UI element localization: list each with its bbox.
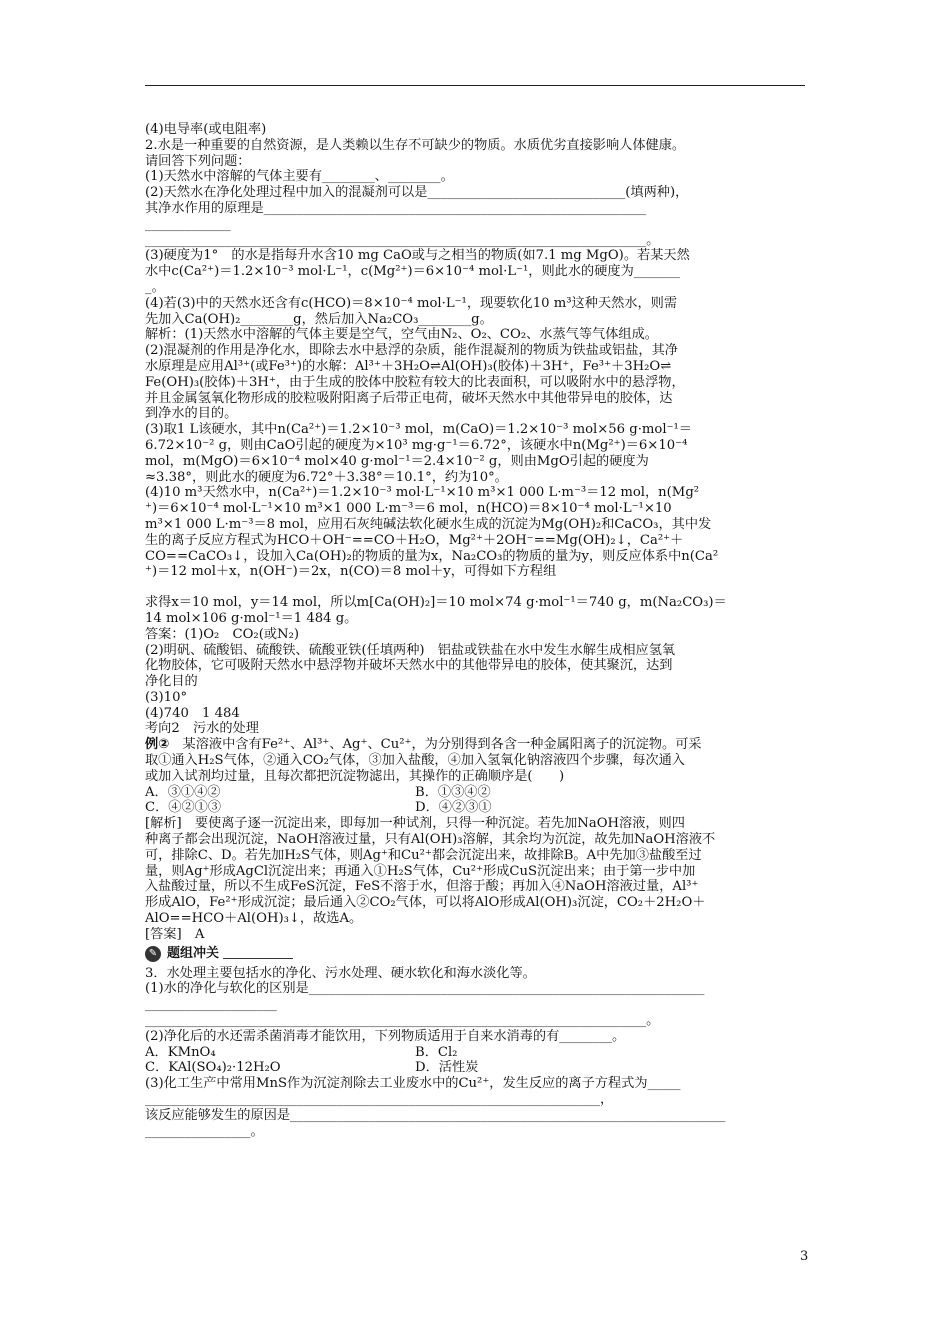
text-line: CO==CaCO₃↓，设加入Ca(OH)₂的物质的量为x，Na₂CO₃的物质的量为y，则反应体系中n(Ca² bbox=[145, 548, 719, 564]
question-line: (1)水的净化与软化的区别是____________________________________________________________ bbox=[145, 981, 705, 997]
text-line: _____________ bbox=[145, 216, 231, 232]
text-line: 水原理是应用Al³⁺(或Fe³⁺)的水解：Al³⁺＋3H₂O⇌Al(OH)₃(胶体)＋3H⁺，Fe³⁺＋3H₂O⇌ bbox=[145, 358, 672, 374]
banner-rule bbox=[223, 958, 293, 959]
section-banner bbox=[145, 944, 807, 964]
text-line: Fe(OH)₃(胶体)＋3H⁺，由于生成的胶体中胶粒有较大的比表面积，可以吸附水中的悬浮物， bbox=[145, 374, 685, 390]
analysis-line: 入盐酸过量，所以不生成FeS沉淀，FeS不溶于水，但溶于酸；再加入④NaOH溶液过量，Al³⁺ bbox=[145, 879, 699, 895]
question-line: ____________________ bbox=[145, 997, 277, 1013]
text-line: 2.水是一种重要的自然资源，是人类赖以生存不可缺少的物质。水质优劣直接影响人体健康。 bbox=[145, 137, 686, 153]
text-line: 请回答下列问题： bbox=[145, 153, 251, 169]
text-line: (3)硬度为1° 的水是指每升水含10 mg CaO或与之相当的物质(如7.1 mg MgO)。若某天然 bbox=[145, 248, 690, 264]
option-row bbox=[145, 1060, 807, 1076]
text-line: 先加入Ca(OH)₂________g，然后加入Na₂CO₃________g。 bbox=[145, 311, 493, 327]
example-line: 取①通入H₂S气体，②通入CO₂气体，③加入盐酸，④加入氢氧化钠溶液四个步骤，每次通入 bbox=[145, 753, 685, 769]
question-line: (2)净化后的水还需杀菌消毒才能饮用，下列物质适用于自来水消毒的有________。 bbox=[145, 1028, 626, 1044]
text-line: (3)10° bbox=[145, 689, 188, 705]
section-heading: 考向2 污水的处理 bbox=[145, 721, 259, 737]
text-line: 到净水的目的。 bbox=[145, 406, 238, 422]
section-label: 题组冲关 bbox=[167, 945, 220, 961]
text-line: _。 bbox=[145, 279, 165, 295]
text-line: 并且金属氢氧化物形成的胶粒吸附阳离子后带正电荷，破坏天然水中其他带异电的胶体，达 bbox=[145, 390, 673, 406]
option-a: A．③①④② bbox=[145, 784, 221, 800]
example-line: 例② 某溶液中含有Fe²⁺、Al³⁺、Ag⁺、Cu²⁺，为分别得到各含一种金属阳离子的沉淀物。可采 bbox=[145, 737, 702, 753]
question-line: _____________________________________________________________________， bbox=[145, 1092, 614, 1108]
answer-line: [答案] A bbox=[145, 926, 205, 942]
text-line: 14 mol×106 g·mol⁻¹＝1 484 g。 bbox=[145, 610, 358, 626]
text-line: 净化目的 bbox=[145, 674, 198, 690]
text-line: 化物胶体，它可吸附天然水中悬浮物并破坏天然水中的其他带异电的胶体，使其聚沉，达到 bbox=[145, 658, 673, 674]
text-line: (2)明矾、硫酸铝、硫酸铁、硫酸亚铁(任填两种) 铝盐或铁盐在水中发生水解生成相应氢氧 bbox=[145, 642, 676, 658]
text-line: 生的离子反应方程式为HCO＋OH⁻==CO＋H₂O，Mg²⁺＋2OH⁻==Mg(OH)₂↓，Ca²⁺＋ bbox=[145, 532, 684, 548]
pencil-icon: ✎ bbox=[145, 946, 161, 962]
example-line: 或加入试剂均过量，且每次都把沉淀物滤出，其操作的正确顺序是( ) bbox=[145, 768, 565, 784]
equation-gap bbox=[145, 580, 807, 595]
option-row bbox=[145, 1045, 807, 1061]
text-line: 水中c(Ca²⁺)＝1.2×10⁻³ mol·L⁻¹，c(Mg²⁺)＝6×10⁻⁴ mol·L⁻¹，则此水的硬度为_______ bbox=[145, 264, 680, 280]
option-d: D．活性炭 bbox=[415, 1060, 479, 1076]
option-row bbox=[145, 800, 807, 816]
page-content bbox=[145, 122, 807, 1139]
page-number: 3 bbox=[800, 1249, 809, 1264]
text-line: (4)740 1 484 bbox=[145, 705, 240, 721]
question-line: ____________________________________________________________________________。 bbox=[145, 1013, 660, 1029]
text-line: mol，m(MgO)＝6×10⁻⁴ mol×40 g·mol⁻¹＝2.4×10⁻² g，则由MgO引起的硬度为 bbox=[145, 453, 649, 469]
text-line: (2)天然水在净化处理过程中加入的混凝剂可以是______________________________(填两种)， bbox=[145, 185, 689, 201]
text-line: ≈3.38°，则此水的硬度为6.72°＋3.38°＝10.1°，约为10°。 bbox=[145, 469, 508, 485]
text-line: (4)10 m³天然水中，n(Ca²⁺)＝1.2×10⁻³ mol·L⁻¹×10 m³×1 000 L·m⁻³＝12 mol，n(Mg² bbox=[145, 485, 700, 501]
analysis-line: 种离子都会出现沉淀，NaOH溶液过量，只有Al(OH)₃溶解，其余均为沉淀，故先加NaOH溶液不 bbox=[145, 832, 716, 848]
question-line: ________________。 bbox=[145, 1123, 264, 1139]
option-b: B．Cl₂ bbox=[415, 1044, 458, 1060]
option-c: C．KAl(SO₄)₂·12H₂O bbox=[145, 1060, 281, 1076]
analysis-line: AlO==HCO＋Al(OH)₃↓，故选A。 bbox=[145, 911, 363, 927]
question-line: 3．水处理主要包括水的净化、污水处理、硬水软化和海水淡化等。 bbox=[145, 965, 536, 981]
text-line: (4)电导率(或电阻率) bbox=[145, 122, 267, 137]
text-line: 解析：(1)天然水中溶解的气体主要是空气，空气由N₂、O₂、CO₂、水蒸气等气体组成。 bbox=[145, 327, 658, 343]
text-line: (3)取1 L该硬水，其中n(Ca²⁺)＝1.2×10⁻³ mol，m(CaO)＝1.2×10⁻³ mol×56 g·mol⁻¹＝ bbox=[145, 422, 692, 438]
analysis-line: 可，排除C、D。若先加H₂S气体，则Ag⁺和Cu²⁺都会沉淀出来，故排除B。A中先加③盐酸至过 bbox=[145, 847, 702, 863]
option-row bbox=[145, 785, 807, 801]
question-line: 该反应能够发生的原因是__________________________________________________________________ bbox=[145, 1107, 726, 1123]
text-line: (4)若(3)中的天然水还含有c(HCO)＝8×10⁻⁴ mol·L⁻¹，现要软化10 m³这种天然水，则需 bbox=[145, 295, 678, 311]
text-line: ⁺)＝12 mol＋x，n(OH⁻)＝2x，n(CO)＝8 mol＋y，可得如下方程组 bbox=[145, 564, 557, 580]
text-line: (1)天然水中溶解的气体主要有________、________。 bbox=[145, 169, 454, 185]
question-line: (3)化工生产中常用MnS作为沉淀剂除去工业废水中的Cu²⁺，发生反应的离子方程式为_____ bbox=[145, 1076, 681, 1092]
analysis-line: 形成AlO，Fe²⁺形成沉淀；最后通入②CO₂气体，可以将AlO形成Al(OH)₃沉淀，CO₂＋2H₂O＋ bbox=[145, 895, 706, 911]
option-c: C．④②①③ bbox=[145, 800, 222, 816]
analysis-line: [解析] 要使离子逐一沉淀出来，即每加一种试剂，只得一种沉淀。若先加NaOH溶液，则四 bbox=[145, 816, 685, 832]
text-line: ⁺)＝6×10⁻⁴ mol·L⁻¹×10 m³×1 000 L·m⁻³＝6 mol，n(HCO)＝8×10⁻⁴ mol·L⁻¹×10 bbox=[145, 501, 672, 517]
analysis-line: 量，则Ag⁺形成AgCl沉淀出来；再通入①H₂S气体，Cu²⁺形成CuS沉淀出来；由于第一步中加 bbox=[145, 863, 696, 879]
text-line: ____________________________________________________________________________。 bbox=[145, 232, 660, 248]
text-line: 其净水作用的原理是__________________________________________________________ bbox=[145, 200, 647, 216]
text-line: m³×1 000 L·m⁻³＝8 mol，应用石灰纯碱法软化硬水生成的沉淀为Mg(OH)₂和CaCO₃，其中发 bbox=[145, 516, 712, 532]
option-a: A．KMnO₄ bbox=[145, 1044, 216, 1060]
text-line: (2)混凝剂的作用是净化水，即除去水中悬浮的杂质，能作混凝剂的物质为铁盐或铝盐，其净 bbox=[145, 343, 678, 359]
text-line: 答案：(1)O₂ CO₂(或N₂) bbox=[145, 626, 300, 642]
text-line: 求得x＝10 mol，y＝14 mol，所以m[Ca(OH)₂]＝10 mol×74 g·mol⁻¹＝740 g，m(Na₂CO₃)＝ bbox=[145, 595, 727, 611]
text-line: 6.72×10⁻² g，则由CaO引起的硬度为×10³ mg·g⁻¹＝6.72°，该硬水中n(Mg²⁺)＝6×10⁻⁴ bbox=[145, 437, 688, 453]
example-badge: 例② bbox=[145, 737, 170, 753]
header-rule bbox=[145, 85, 805, 86]
option-d: D．④②③① bbox=[415, 800, 492, 816]
option-b: B．①③④② bbox=[415, 784, 491, 800]
